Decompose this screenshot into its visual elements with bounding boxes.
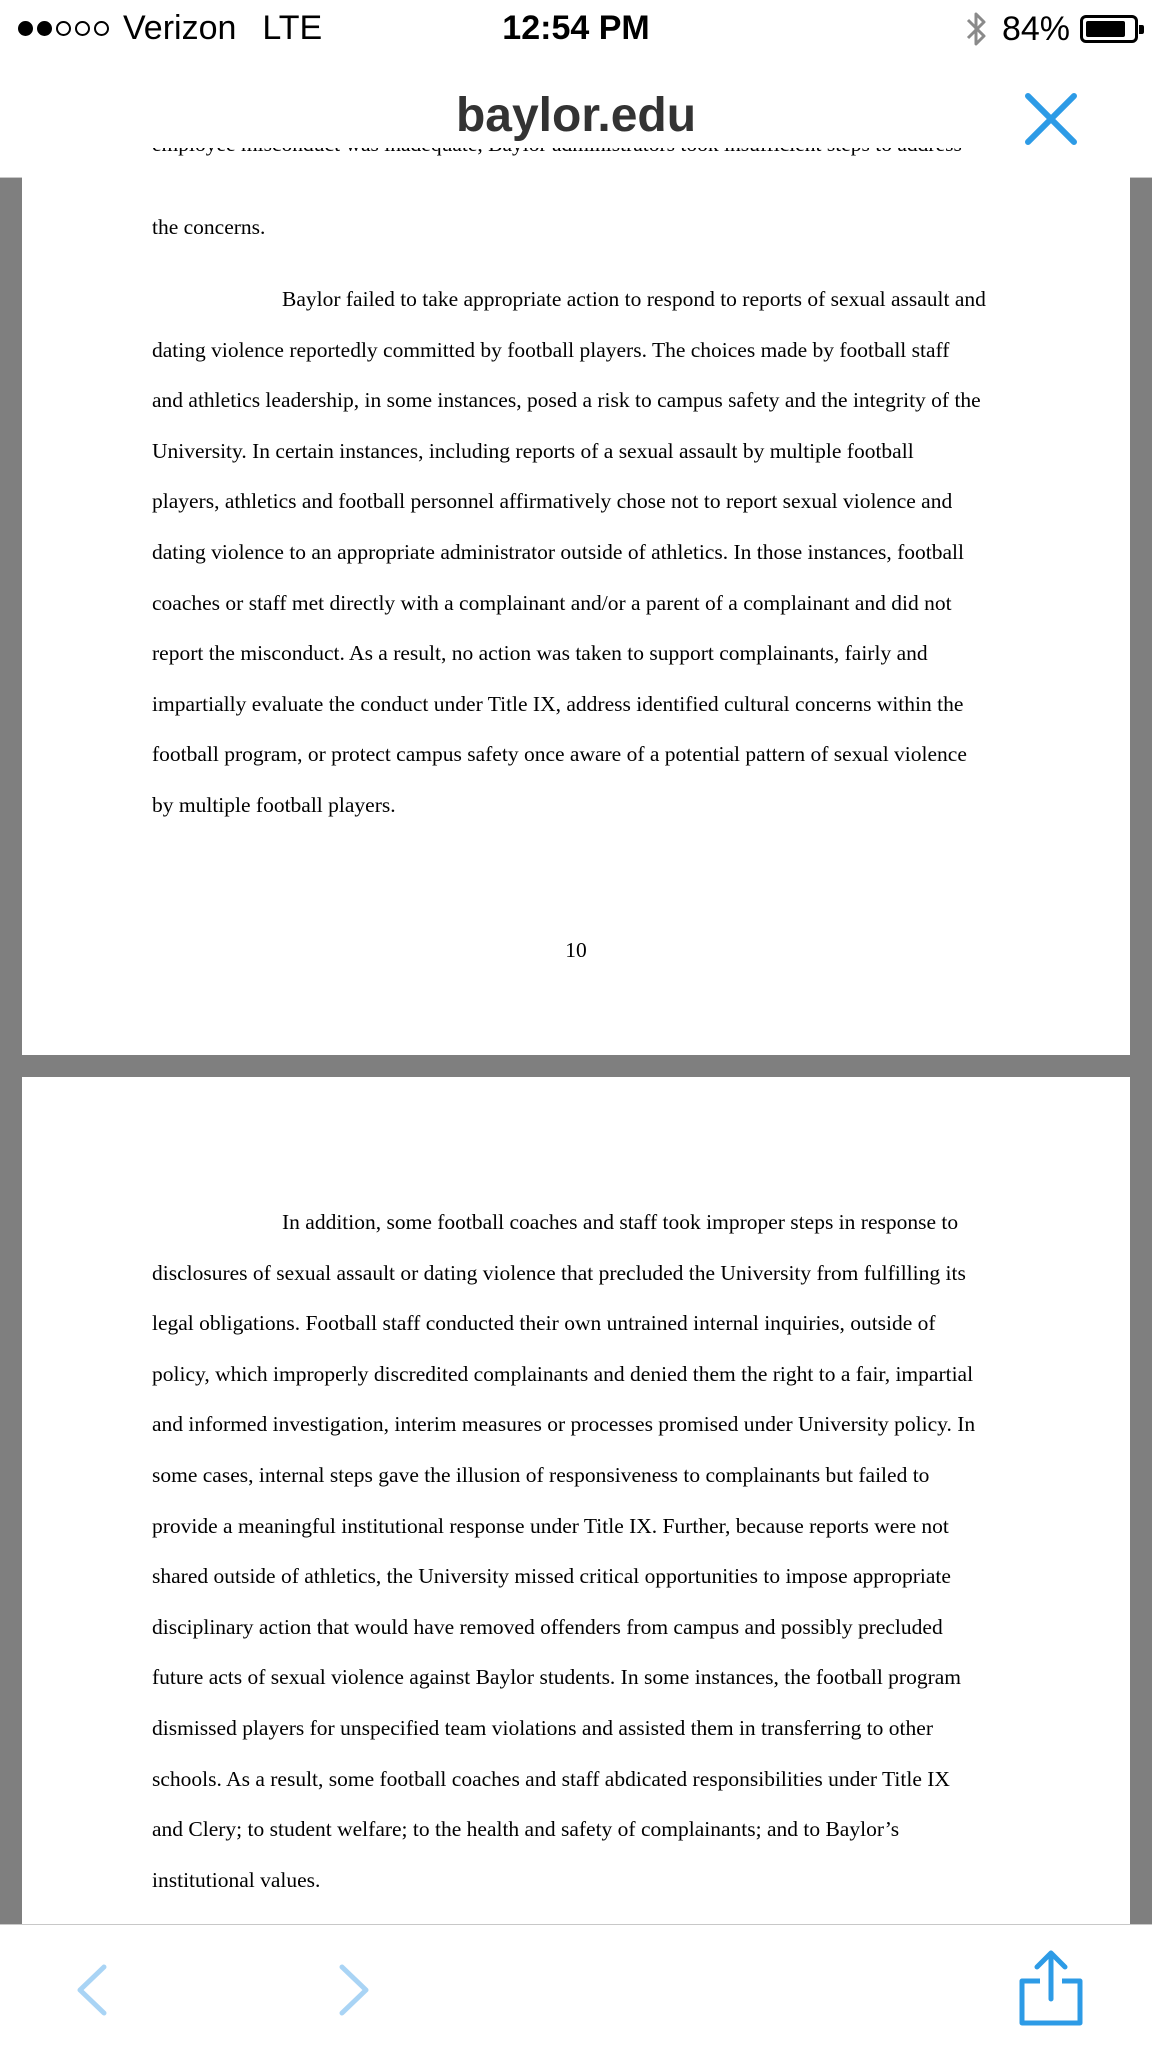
text-line: legal obligations. Football staff conducted their own untrained internal inquiries, outside of bbox=[152, 1311, 936, 1336]
bluetooth-icon bbox=[962, 9, 990, 49]
page-title: baylor.edu bbox=[455, 89, 697, 142]
text-line: impartially evaluate the conduct under Title IX, address identified cultural concerns within the bbox=[152, 691, 964, 716]
paragraph-tail bbox=[152, 202, 1022, 253]
text-line: by multiple football players. bbox=[152, 792, 396, 817]
share-icon[interactable] bbox=[1016, 1947, 1086, 2027]
text-line: dating violence to an appropriate administrator outside of athletics. In those instances, football bbox=[152, 539, 964, 564]
text-line: future acts of sexual violence against Baylor students. In some instances, the football program bbox=[152, 1665, 962, 1690]
status-time: 12:54 PM bbox=[502, 9, 650, 47]
text-line: and Clery; to student welfare; to the health and safety of complainants; and to Baylor’s bbox=[152, 1817, 900, 1842]
text-line: dating violence reportedly committed by football players. The choices made by football staff bbox=[152, 337, 950, 362]
text-line: In addition, some football coaches and staff took improper steps in response to bbox=[282, 1210, 959, 1234]
text-line: policy, which improperly discredited complainants and denied them the right to a fair, impartial bbox=[152, 1361, 974, 1386]
text-line: disclosures of sexual assault or dating violence that precluded the University from fulfilling its bbox=[152, 1260, 966, 1285]
battery-icon bbox=[1080, 15, 1138, 43]
page-number: 10 bbox=[565, 938, 587, 962]
text-line: disciplinary action that would have removed offenders from campus and possibly precluded bbox=[152, 1614, 943, 1639]
text-line: and informed investigation, interim measures or processes promised under University policy. In bbox=[152, 1412, 976, 1437]
text-line: dismissed players for unspecified team violations and assisted them in transferring to other bbox=[152, 1715, 933, 1740]
text-line: some cases, internal steps gave the illusion of responsiveness to complainants but failed to bbox=[152, 1462, 930, 1487]
chevron-left-icon[interactable] bbox=[72, 1961, 112, 2019]
network-type: LTE bbox=[262, 9, 323, 47]
close-icon[interactable] bbox=[1020, 88, 1082, 150]
text-line: schools. As a result, some football coaches and staff abdicated responsibilities under Title IX bbox=[152, 1766, 950, 1791]
carrier-name: Verizon bbox=[123, 9, 237, 47]
text-line: coaches or staff met directly with a complainant and/or a parent of a complainant and did not bbox=[152, 590, 952, 615]
paragraph bbox=[152, 1197, 1022, 1905]
status-right bbox=[962, 9, 1138, 49]
text-line: football program, or protect campus safety once aware of a potential pattern of sexual violence bbox=[152, 742, 967, 767]
text-line: and athletics leadership, in some instances, posed a risk to campus safety and the integrity of the bbox=[152, 388, 981, 413]
pdf-page-11 bbox=[22, 1077, 1130, 1937]
text-line: the concerns. bbox=[152, 215, 266, 239]
paragraph bbox=[152, 274, 1022, 831]
text-line: institutional values. bbox=[152, 1867, 321, 1892]
text-line: shared outside of athletics, the University missed critical opportunities to impose appropriate bbox=[152, 1564, 951, 1589]
text-line: University. In certain instances, including reports of a sexual assault by multiple football bbox=[152, 438, 914, 463]
text-line: provide a meaningful institutional response under Title IX. Further, because reports were not bbox=[152, 1513, 949, 1538]
status-bar bbox=[0, 0, 1152, 58]
battery-fill bbox=[1086, 21, 1125, 37]
bottom-toolbar bbox=[0, 1924, 1152, 2048]
text-line: players, athletics and football personnel affirmatively chose not to report sexual violence and bbox=[152, 489, 953, 514]
battery-tip bbox=[1139, 25, 1144, 34]
pdf-page-10 bbox=[22, 150, 1130, 1055]
text-line: report the misconduct. As a result, no action was taken to support complainants, fairly and bbox=[152, 641, 928, 666]
chevron-right-icon[interactable] bbox=[334, 1961, 374, 2019]
battery-percent: 84% bbox=[1001, 9, 1070, 48]
text-line: Baylor failed to take appropriate action to respond to reports of sexual assault and bbox=[282, 287, 986, 311]
